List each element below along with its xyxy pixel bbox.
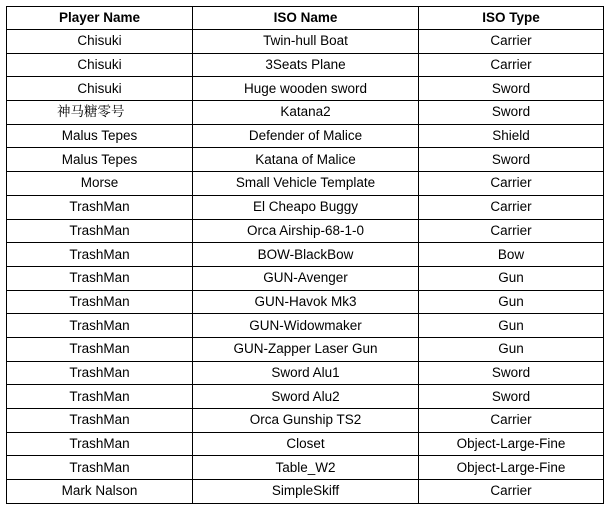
iso-name-cell: BOW-BlackBow: [193, 243, 419, 267]
table-row: [7, 195, 604, 219]
iso-type-cell: Sword: [419, 148, 604, 172]
iso-name-cell: Katana2: [193, 101, 419, 125]
iso-name-cell: Katana of Malice: [193, 148, 419, 172]
player-name-cell: Chisuki: [7, 77, 193, 101]
iso-type-cell: Carrier: [419, 30, 604, 54]
iso-name-cell: GUN-Zapper Laser Gun: [193, 337, 419, 361]
table-row: [7, 77, 604, 101]
iso-name-cell: Orca Gunship TS2: [193, 409, 419, 433]
iso-table-container: [6, 6, 604, 504]
table-row: [7, 219, 604, 243]
table-row: [7, 266, 604, 290]
iso-type-cell: Gun: [419, 314, 604, 338]
iso-name-cell: Sword Alu1: [193, 361, 419, 385]
player-name-cell: Chisuki: [7, 30, 193, 54]
header-player-name: Player Name: [7, 7, 193, 30]
table-header-row: [7, 7, 604, 30]
iso-name-cell: GUN-Widowmaker: [193, 314, 419, 338]
player-name-cell: TrashMan: [7, 290, 193, 314]
iso-name-cell: Table_W2: [193, 456, 419, 480]
table-row: [7, 101, 604, 125]
iso-name-cell: SimpleSkiff: [193, 480, 419, 504]
iso-type-cell: Sword: [419, 361, 604, 385]
table-row: [7, 409, 604, 433]
iso-name-cell: Orca Airship-68-1-0: [193, 219, 419, 243]
table-row: [7, 172, 604, 196]
table-row: [7, 432, 604, 456]
player-name-cell: TrashMan: [7, 409, 193, 433]
table-row: [7, 124, 604, 148]
player-name-cell: Morse: [7, 172, 193, 196]
iso-name-cell: 3Seats Plane: [193, 53, 419, 77]
table-row: [7, 243, 604, 267]
iso-type-cell: Sword: [419, 77, 604, 101]
player-name-cell: TrashMan: [7, 456, 193, 480]
table-row: [7, 290, 604, 314]
iso-type-cell: Gun: [419, 290, 604, 314]
table-row: [7, 361, 604, 385]
table-row: [7, 337, 604, 361]
iso-type-cell: Object-Large-Fine: [419, 456, 604, 480]
iso-type-cell: Gun: [419, 266, 604, 290]
iso-type-cell: Carrier: [419, 480, 604, 504]
iso-type-cell: Carrier: [419, 409, 604, 433]
table-row: [7, 148, 604, 172]
player-name-cell: Chisuki: [7, 53, 193, 77]
header-iso-type: ISO Type: [419, 7, 604, 30]
iso-type-cell: Carrier: [419, 195, 604, 219]
player-name-cell: TrashMan: [7, 195, 193, 219]
player-name-cell: TrashMan: [7, 432, 193, 456]
player-name-cell: 神马糖零号: [7, 101, 193, 125]
iso-type-cell: Carrier: [419, 172, 604, 196]
iso-type-cell: Gun: [419, 337, 604, 361]
table-row: [7, 480, 604, 504]
player-name-cell: Malus Tepes: [7, 148, 193, 172]
iso-table: [6, 6, 604, 504]
iso-type-cell: Sword: [419, 101, 604, 125]
iso-name-cell: Closet: [193, 432, 419, 456]
player-name-cell: TrashMan: [7, 385, 193, 409]
iso-type-cell: Sword: [419, 385, 604, 409]
iso-name-cell: Small Vehicle Template: [193, 172, 419, 196]
iso-name-cell: Sword Alu2: [193, 385, 419, 409]
player-name-cell: TrashMan: [7, 337, 193, 361]
player-name-cell: TrashMan: [7, 361, 193, 385]
iso-name-cell: Defender of Malice: [193, 124, 419, 148]
iso-name-cell: El Cheapo Buggy: [193, 195, 419, 219]
iso-name-cell: GUN-Havok Mk3: [193, 290, 419, 314]
player-name-cell: TrashMan: [7, 219, 193, 243]
iso-type-cell: Carrier: [419, 53, 604, 77]
iso-type-cell: Bow: [419, 243, 604, 267]
iso-name-cell: GUN-Avenger: [193, 266, 419, 290]
iso-type-cell: Carrier: [419, 219, 604, 243]
table-row: [7, 30, 604, 54]
player-name-cell: TrashMan: [7, 314, 193, 338]
iso-type-cell: Object-Large-Fine: [419, 432, 604, 456]
iso-name-cell: Twin-hull Boat: [193, 30, 419, 54]
table-row: [7, 314, 604, 338]
player-name-cell: TrashMan: [7, 243, 193, 267]
table-row: [7, 53, 604, 77]
player-name-cell: TrashMan: [7, 266, 193, 290]
table-row: [7, 456, 604, 480]
iso-type-cell: Shield: [419, 124, 604, 148]
iso-name-cell: Huge wooden sword: [193, 77, 419, 101]
player-name-cell: Malus Tepes: [7, 124, 193, 148]
header-iso-name: ISO Name: [193, 7, 419, 30]
table-row: [7, 385, 604, 409]
player-name-cell: Mark Nalson: [7, 480, 193, 504]
